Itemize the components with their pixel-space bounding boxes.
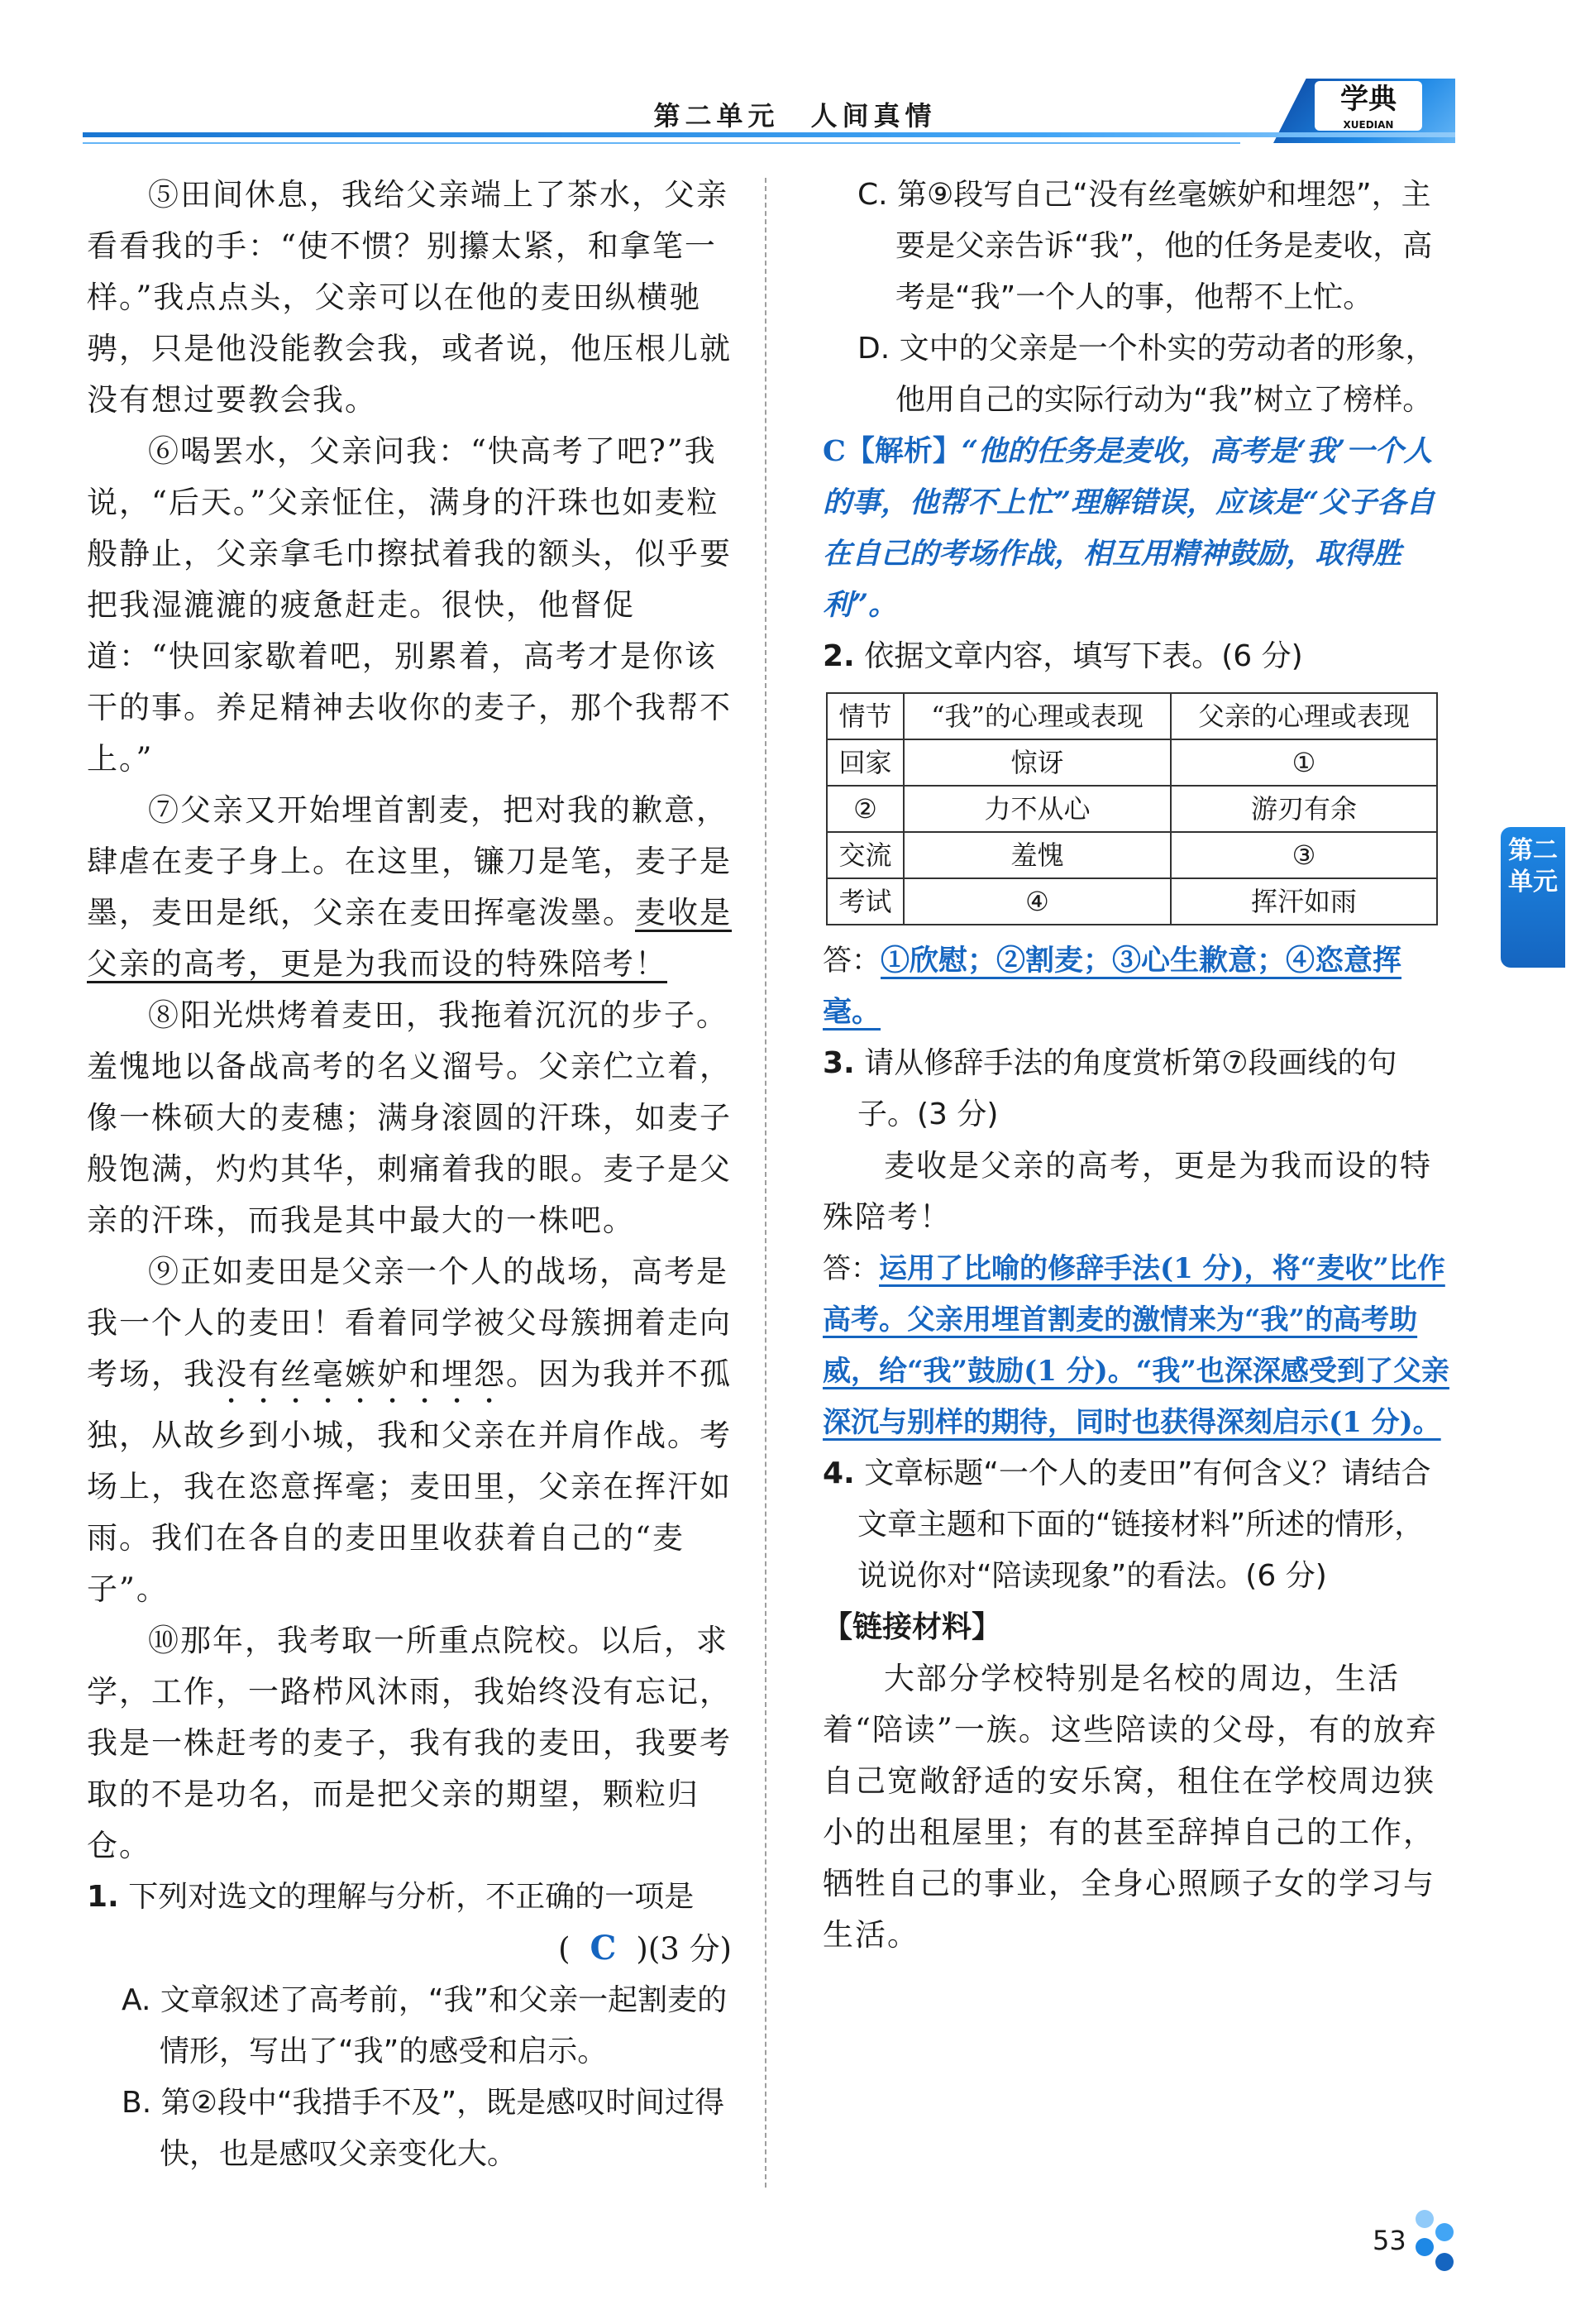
table-cell: ④ — [904, 878, 1171, 925]
header-rule-thin — [83, 142, 1240, 144]
option-b: B. 第②段中“我措手不及”，既是感叹时间过得快，也是感叹父亲变化大。 — [122, 2086, 725, 2171]
table-row — [827, 739, 1437, 786]
table-cell: 羞愧 — [904, 832, 1171, 878]
paragraph-7-underlined-sentence: 麦收是父亲的高考，更是为我而设的特殊陪考！ — [87, 895, 732, 982]
question-2-number: 2. — [823, 639, 855, 673]
question-4-text: 文章标题“一个人的麦田”有何含义？请结合文章主题和下面的“链接材料”所述的情形，说说你对“陪读现象”的看法。(6 分) — [857, 1456, 1431, 1593]
paren-open: ( — [558, 1931, 571, 1967]
question-2-answer-text: ①欣慰；②割麦；③心生歉意；④恣意挥毫。 — [823, 944, 1402, 1029]
paragraph-9 — [87, 1246, 740, 1615]
question-3 — [823, 1038, 1451, 1140]
link-material-title: 【链接材料】 — [823, 1610, 1002, 1644]
table-cell: ③ — [1171, 832, 1437, 878]
question-2-text: 依据文章内容，填写下表。(6 分) — [864, 639, 1303, 673]
paragraph-6: ⑥喝罢水，父亲问我：“快高考了吧?”我说，“后天。”父亲怔住，满身的汗珠也如麦粒般静止，父亲拿毛巾擦拭着我的额头，似乎要把我湿漉漉的疲惫赶走。很快，他督促道：“快回家歇着吧，别累着，高考才是你该干的事。养足精神去收你的麦子，那个我帮不上。” — [87, 433, 732, 777]
question-4 — [823, 1448, 1451, 1602]
answer-label: 答： — [823, 944, 881, 978]
column-divider — [765, 178, 766, 2188]
link-material-text: 大部分学校特别是名校的周边，生活着“陪读”一族。这些陪读的父母，有的放弃自己宽敞舒适的安乐窝，租住在学校周边狭小的出租屋里；有的甚至辞掉自己的工作，牺牲自己的事业，全身心照顾子女的学习与生活。 — [823, 1661, 1438, 1953]
question-1-answer-paren — [87, 1923, 740, 1975]
table-cell: 挥汗如雨 — [1171, 878, 1437, 925]
right-column — [823, 170, 1451, 1961]
question-3-quote: 麦收是父亲的高考，更是为我而设的特殊陪考！ — [823, 1148, 1432, 1235]
analysis-label: C【解析】 — [823, 434, 962, 468]
page-header-title: 第二单元 人间真情 — [653, 100, 937, 132]
analysis-text: “他的任务是麦收，高考是‘我’一个人的事，他帮不上忙”理解错误，应该是“父子各自在自己的考场作战，相互用精神鼓励，取得胜利”。 — [823, 434, 1435, 622]
decor-dot — [1416, 2238, 1434, 2256]
table-cell: 回家 — [827, 739, 904, 786]
paragraph-9-dotted-phrase: 没有丝毫嫉妒和埋怨 — [216, 1356, 506, 1392]
question-1 — [87, 1872, 740, 1923]
table-header: 父亲的心理或表现 — [1171, 693, 1437, 739]
table-cell: 交流 — [827, 832, 904, 878]
option-a: A. 文章叙述了高考前，“我”和父亲一起割麦的情形，写出了“我”的感受和启示。 — [122, 1983, 728, 2068]
table-row — [827, 832, 1437, 878]
logo-subtitle: XUEDIAN — [1343, 119, 1394, 131]
decor-dot — [1435, 2253, 1454, 2271]
paragraph-5: ⑤田间休息，我给父亲端上了茶水，父亲看看我的手：“使不惯？别攥太紧，和拿笔一样。”我点点头，父亲可以在他的麦田纵横驰骋，只是他没能教会我，或者说，他压根儿就没有想过要教会我。 — [87, 177, 732, 418]
paragraph-10: ⑩那年，我考取一所重点院校。以后，求学，工作，一路栉风沐雨，我始终没有忘记，我是一株赶考的麦子，我有我的麦田，我要考取的不是功名，而是把父亲的期望，颗粒归仓。 — [87, 1623, 732, 1863]
logo: 学典 — [1315, 81, 1422, 131]
table-row — [827, 786, 1437, 832]
table-cell: ② — [827, 786, 904, 832]
question-3-number: 3. — [823, 1046, 855, 1080]
table-cell: ① — [1171, 739, 1437, 786]
question-3-answer — [823, 1243, 1451, 1448]
paragraph-9-text-a: ⑨正如麦田是父亲一个人的战场，高考是我一个人的麦田！看着同学被父母簇拥着走向考场，我 — [87, 1254, 732, 1392]
question-2 — [823, 631, 1451, 682]
paragraph-7 — [87, 785, 740, 990]
question-2-answer — [823, 935, 1451, 1038]
question-1-answer: C — [590, 1929, 617, 1968]
decor-dot — [1435, 2223, 1454, 2241]
question-3-answer-text: 运用了比喻的修辞手法(1 分)，将“麦收”比作高考。父亲用埋首割麦的激情来为“我”的高考助威，给“我”鼓励(1 分)。“我”也深深感受到了父亲深沉与别样的期待，同时也获得深刻启示(1 分)。 — [823, 1252, 1449, 1439]
page-number: 53 — [1373, 2225, 1406, 2256]
table-cell: 惊讶 — [904, 739, 1171, 786]
table-header: “我”的心理或表现 — [904, 693, 1171, 739]
question-3-text: 请从修辞手法的角度赏析第⑦段画线的句子。(3 分) — [857, 1046, 1397, 1131]
header-rule — [83, 132, 1455, 137]
paragraph-9-text-b: 。因为我并不孤独，从故乡到小城，我和父亲在并肩作战。考场上，我在恣意挥毫；麦田里，父亲在挥汗如雨。我们在各自的麦田里收获着自己的“麦子”。 — [87, 1356, 732, 1607]
table-header: 情节 — [827, 693, 904, 739]
table-cell: 考试 — [827, 878, 904, 925]
question-1-analysis — [823, 426, 1451, 631]
answer-label: 答： — [823, 1252, 879, 1285]
option-d: D. 文中的父亲是一个朴实的劳动者的形象，他用自己的实际行动为“我”树立了榜样。 — [857, 332, 1435, 417]
unit-side-tab: 第二单元 — [1501, 827, 1565, 968]
decor-dot — [1416, 2210, 1434, 2228]
left-column — [87, 170, 740, 2180]
table-cell: 力不从心 — [904, 786, 1171, 832]
question-1-score: )(3 分) — [636, 1931, 732, 1967]
paragraph-8: ⑧阳光烘烤着麦田，我拖着沉沉的步子。羞愧地以备战高考的名义溜号。父亲伫立着，像一株硕大的麦穗；满身滚圆的汗珠，如麦子般饱满，灼灼其华，刺痛着我的眼。麦子是父亲的汗珠，而我是其中最大的一株吧。 — [87, 997, 732, 1238]
table-row — [827, 878, 1437, 925]
table-header-row — [827, 693, 1437, 739]
question-1-number: 1. — [87, 1880, 119, 1914]
option-c: C. 第⑨段写自己“没有丝毫嫉妒和埋怨”，主要是父亲告诉“我”，他的任务是麦收，高考是“我”一个人的事，他帮不上忙。 — [857, 178, 1433, 314]
question-1-text: 下列对选文的理解与分析，不正确的一项是 — [128, 1880, 695, 1914]
question-4-number: 4. — [823, 1456, 855, 1490]
answer-table — [826, 692, 1438, 925]
table-cell: 游刃有余 — [1171, 786, 1437, 832]
paragraph-7-text: ⑦父亲又开始埋首割麦，把对我的歉意，肆虐在麦子身上。在这里，镰刀是笔，麦子是墨，麦田是纸，父亲在麦田挥毫泼墨。 — [87, 792, 732, 930]
